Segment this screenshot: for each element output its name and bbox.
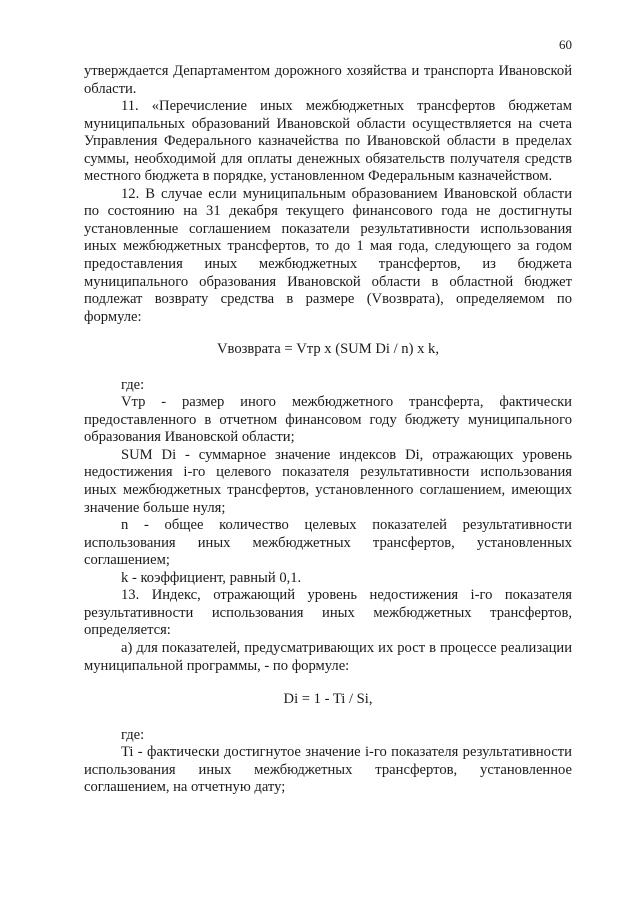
refund-formula: Vвозврата = Vтр x (SUM Di / n) x k,	[216, 341, 439, 358]
paragraph-12: 12. В случае если муниципальным образованием Ивановской области по состоянию на 31 декабря текущего финансового года не достигнуты установленные соглашением показатели результативности использования иных межбюджетных трансфертов, то до 1 мая года, следующего за годом предоставления иных межбюджетных трансфертов, из бюджета муниципального образования Ивановской области в областной бюджет подлежат возврату средства в размере (Vвозврата), определяемом по формуле:	[84, 185, 572, 325]
paragraph-11: 11. «Перечисление иных межбюджетных трансфертов бюджетам муниципальных образований Ивановской области осуществляется на счета Управления Федерального казначейства по Ивановской области в пределах суммы, необходимой для оплаты денежных обязательств получателя средств местного бюджета в порядке, установленном Федеральным казначейством.	[84, 98, 572, 185]
definition-k: k - коэффициент, равный 0,1.	[121, 569, 302, 586]
document-body	[84, 63, 572, 797]
where-label: где:	[121, 376, 145, 393]
index-formula: Di = 1 - Ti / Si,	[283, 691, 373, 708]
paragraph-13a: а) для показателей, предусматривающих их рост в процессе реализации муниципальной программы, - по формуле:	[84, 639, 572, 674]
definition-n: n - общее количество целевых показателей результативности использования иных межбюджетных трансфертов, установленных соглашением;	[84, 517, 572, 569]
definition-vtr: Vтр - размер иного межбюджетного трансферта, фактически предоставленного в отчетном финансовом году бюджету муниципального образования Ивановской области;	[84, 394, 572, 446]
definition-ti: Ti - фактически достигнутое значение i-го показателя результативности использования иных межбюджетных трансфертов, установленное соглашением, на отчетную дату;	[84, 744, 572, 796]
page-number: 60	[559, 37, 572, 52]
paragraph-13: 13. Индекс, отражающий уровень недостижения i-го показателя результативности использования иных межбюджетных трансфертов, определяется:	[84, 587, 572, 639]
definition-sum-di: SUM Di - суммарное значение индексов Di, отражающих уровень недостижения i-го целевого показателя результативности использования иных межбюджетных трансфертов, установленного соглашением, имеющих значение больше нуля;	[84, 446, 572, 516]
paragraph-continuation: утверждается Департаментом дорожного хозяйства и транспорта Ивановской области.	[84, 63, 572, 97]
where-label-2: где:	[121, 726, 145, 743]
